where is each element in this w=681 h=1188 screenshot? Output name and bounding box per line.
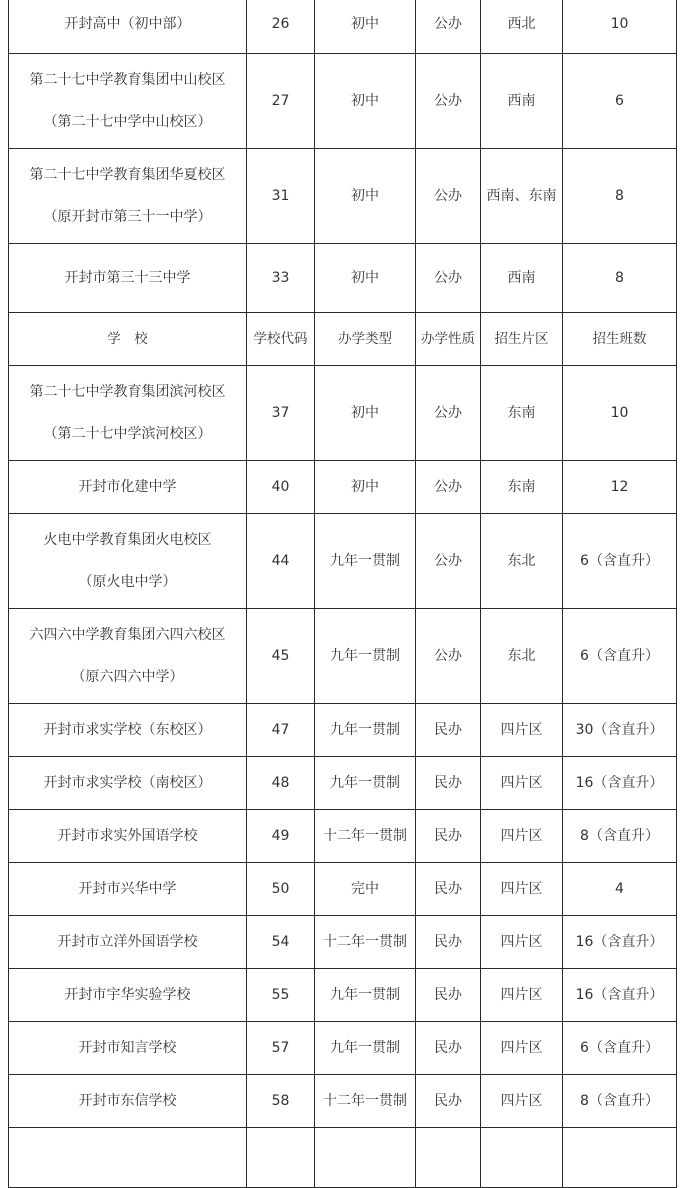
enrollment-area-cell: 东北 (481, 609, 563, 704)
class-count-cell: 8（含直升） (563, 1075, 677, 1128)
enrollment-area-cell: 西南 (481, 54, 563, 149)
school-nature-cell: 公办 (416, 0, 481, 54)
school-code-cell: 26 (247, 0, 315, 54)
enrollment-area-cell: 四片区 (481, 810, 563, 863)
school-name-cell (9, 0, 247, 54)
school-name-line: （原六四六中学） (71, 669, 184, 685)
school-code-cell: 37 (247, 366, 315, 461)
school-name-line: 开封市立洋外国语学校 (57, 934, 198, 950)
school-type-cell: 十二年一贯制 (315, 810, 416, 863)
school-type-cell: 初中 (315, 149, 416, 244)
school-code-cell: 58 (247, 1075, 315, 1128)
enrollment-area-cell: 四片区 (481, 1075, 563, 1128)
school-name-line: 开封市宇华实验学校 (64, 987, 191, 1003)
school-name-cell (9, 810, 247, 863)
school-name-line: 第二十七中学教育集团中山校区 (29, 72, 226, 88)
table-header-row (9, 313, 677, 366)
school-name-line: 第二十七中学教育集团滨河校区 (29, 384, 226, 400)
class-count-cell: 6（含直升） (563, 1022, 677, 1075)
enrollment-area-cell: 西南、东南 (481, 149, 563, 244)
school-code-cell (247, 1128, 315, 1188)
school-code-cell: 33 (247, 244, 315, 313)
school-type-cell: 九年一贯制 (315, 757, 416, 810)
table-row (9, 810, 677, 863)
school-name-line: 第二十七中学教育集团华夏校区 (29, 167, 226, 183)
school-name-cell (9, 366, 247, 461)
school-type-cell: 九年一贯制 (315, 704, 416, 757)
class-count-cell: 6（含直升） (563, 514, 677, 609)
enrollment-area-cell: 四片区 (481, 757, 563, 810)
school-code-cell: 48 (247, 757, 315, 810)
class-count-cell: 12 (563, 461, 677, 514)
school-name-cell (9, 149, 247, 244)
column-header: 学 校 (9, 313, 247, 366)
school-name-cell (9, 461, 247, 514)
school-name-cell (9, 757, 247, 810)
school-type-cell: 初中 (315, 366, 416, 461)
school-code-cell: 44 (247, 514, 315, 609)
class-count-cell: 8 (563, 244, 677, 313)
school-type-cell: 初中 (315, 54, 416, 149)
enrollment-area-cell: 西南 (481, 244, 563, 313)
enrollment-area-cell: 四片区 (481, 1022, 563, 1075)
table-row (9, 916, 677, 969)
enrollment-area-cell: 东南 (481, 461, 563, 514)
table-row (9, 609, 677, 704)
school-name-cell (9, 514, 247, 609)
school-code-cell: 47 (247, 704, 315, 757)
school-name-cell (9, 704, 247, 757)
school-name-line: 火电中学教育集团火电校区 (43, 532, 212, 548)
school-name-cell (9, 1022, 247, 1075)
school-nature-cell: 公办 (416, 366, 481, 461)
school-nature-cell: 民办 (416, 757, 481, 810)
class-count-cell (563, 1128, 677, 1188)
class-count-cell: 16（含直升） (563, 969, 677, 1022)
school-code-cell: 57 (247, 1022, 315, 1075)
enrollment-area-cell: 四片区 (481, 916, 563, 969)
column-header: 学校代码 (247, 313, 315, 366)
school-name-line: 开封市化建中学 (78, 479, 177, 495)
school-type-cell: 九年一贯制 (315, 1022, 416, 1075)
school-nature-cell: 公办 (416, 514, 481, 609)
enrollment-area-cell (481, 1128, 563, 1188)
table-row (9, 757, 677, 810)
school-type-cell: 完中 (315, 863, 416, 916)
class-count-cell: 10 (563, 366, 677, 461)
school-nature-cell (416, 1128, 481, 1188)
table-row (9, 1075, 677, 1128)
school-type-cell: 九年一贯制 (315, 609, 416, 704)
school-name-line: （原火电中学） (78, 574, 177, 590)
school-nature-cell: 公办 (416, 244, 481, 313)
school-nature-cell: 民办 (416, 863, 481, 916)
table-row (9, 54, 677, 149)
class-count-cell: 16（含直升） (563, 757, 677, 810)
school-code-cell: 31 (247, 149, 315, 244)
enrollment-area-cell: 东北 (481, 514, 563, 609)
table-row (9, 244, 677, 313)
school-name-line: 开封市东信学校 (78, 1093, 177, 1109)
class-count-cell: 8 (563, 149, 677, 244)
school-name-line: 开封市第三十三中学 (64, 270, 191, 286)
enrollment-area-cell: 东南 (481, 366, 563, 461)
school-type-cell: 初中 (315, 461, 416, 514)
school-code-cell: 45 (247, 609, 315, 704)
column-header: 办学性质 (416, 313, 481, 366)
school-code-cell: 49 (247, 810, 315, 863)
class-count-cell: 10 (563, 0, 677, 54)
school-name-line: （第二十七中学中山校区） (43, 114, 212, 130)
enrollment-area-cell: 四片区 (481, 969, 563, 1022)
school-name-cell (9, 244, 247, 313)
class-count-cell: 4 (563, 863, 677, 916)
table-row (9, 1128, 677, 1188)
school-nature-cell: 公办 (416, 609, 481, 704)
school-name-cell (9, 1128, 247, 1188)
school-name-line: 六四六中学教育集团六四六校区 (29, 627, 226, 643)
table-row (9, 969, 677, 1022)
school-nature-cell: 民办 (416, 1022, 481, 1075)
school-nature-cell: 民办 (416, 969, 481, 1022)
school-name-line: 开封高中（初中部） (64, 16, 191, 32)
school-name-cell (9, 916, 247, 969)
table-row (9, 704, 677, 757)
enrollment-area-cell: 西北 (481, 0, 563, 54)
school-type-cell: 初中 (315, 0, 416, 54)
school-type-cell: 九年一贯制 (315, 969, 416, 1022)
school-type-cell: 十二年一贯制 (315, 916, 416, 969)
enrollment-area-cell: 四片区 (481, 704, 563, 757)
table-row (9, 863, 677, 916)
table-row (9, 514, 677, 609)
table-row (9, 0, 677, 54)
table-row (9, 366, 677, 461)
table-row (9, 461, 677, 514)
school-name-line: 开封市知言学校 (78, 1040, 177, 1056)
school-name-cell (9, 863, 247, 916)
school-name-line: 开封市求实外国语学校 (57, 828, 198, 844)
school-nature-cell: 公办 (416, 149, 481, 244)
school-type-cell: 初中 (315, 244, 416, 313)
school-name-line: 开封市兴华中学 (78, 881, 177, 897)
school-type-cell: 十二年一贯制 (315, 1075, 416, 1128)
school-code-cell: 50 (247, 863, 315, 916)
school-name-line: 开封市求实学校（东校区） (43, 722, 212, 738)
school-nature-cell: 公办 (416, 461, 481, 514)
school-name-cell (9, 1075, 247, 1128)
column-header: 招生班数 (563, 313, 677, 366)
enrollment-area-cell: 四片区 (481, 863, 563, 916)
school-type-cell: 九年一贯制 (315, 514, 416, 609)
school-name-cell (9, 609, 247, 704)
school-name-line: 开封市求实学校（南校区） (43, 775, 212, 791)
class-count-cell: 6（含直升） (563, 609, 677, 704)
school-name-line: （原开封市第三十一中学） (43, 209, 212, 225)
school-code-cell: 54 (247, 916, 315, 969)
school-enrollment-table (8, 0, 677, 1188)
school-nature-cell: 公办 (416, 54, 481, 149)
column-header: 招生片区 (481, 313, 563, 366)
school-name-cell (9, 54, 247, 149)
school-type-cell (315, 1128, 416, 1188)
school-code-cell: 27 (247, 54, 315, 149)
school-code-cell: 55 (247, 969, 315, 1022)
table-row (9, 1022, 677, 1075)
table-row (9, 149, 677, 244)
school-nature-cell: 民办 (416, 704, 481, 757)
school-name-line: （第二十七中学滨河校区） (43, 426, 212, 442)
school-nature-cell: 民办 (416, 810, 481, 863)
class-count-cell: 8（含直升） (563, 810, 677, 863)
school-nature-cell: 民办 (416, 1075, 481, 1128)
column-header: 办学类型 (315, 313, 416, 366)
class-count-cell: 6 (563, 54, 677, 149)
school-code-cell: 40 (247, 461, 315, 514)
class-count-cell: 16（含直升） (563, 916, 677, 969)
school-nature-cell: 民办 (416, 916, 481, 969)
class-count-cell: 30（含直升） (563, 704, 677, 757)
school-name-cell (9, 969, 247, 1022)
